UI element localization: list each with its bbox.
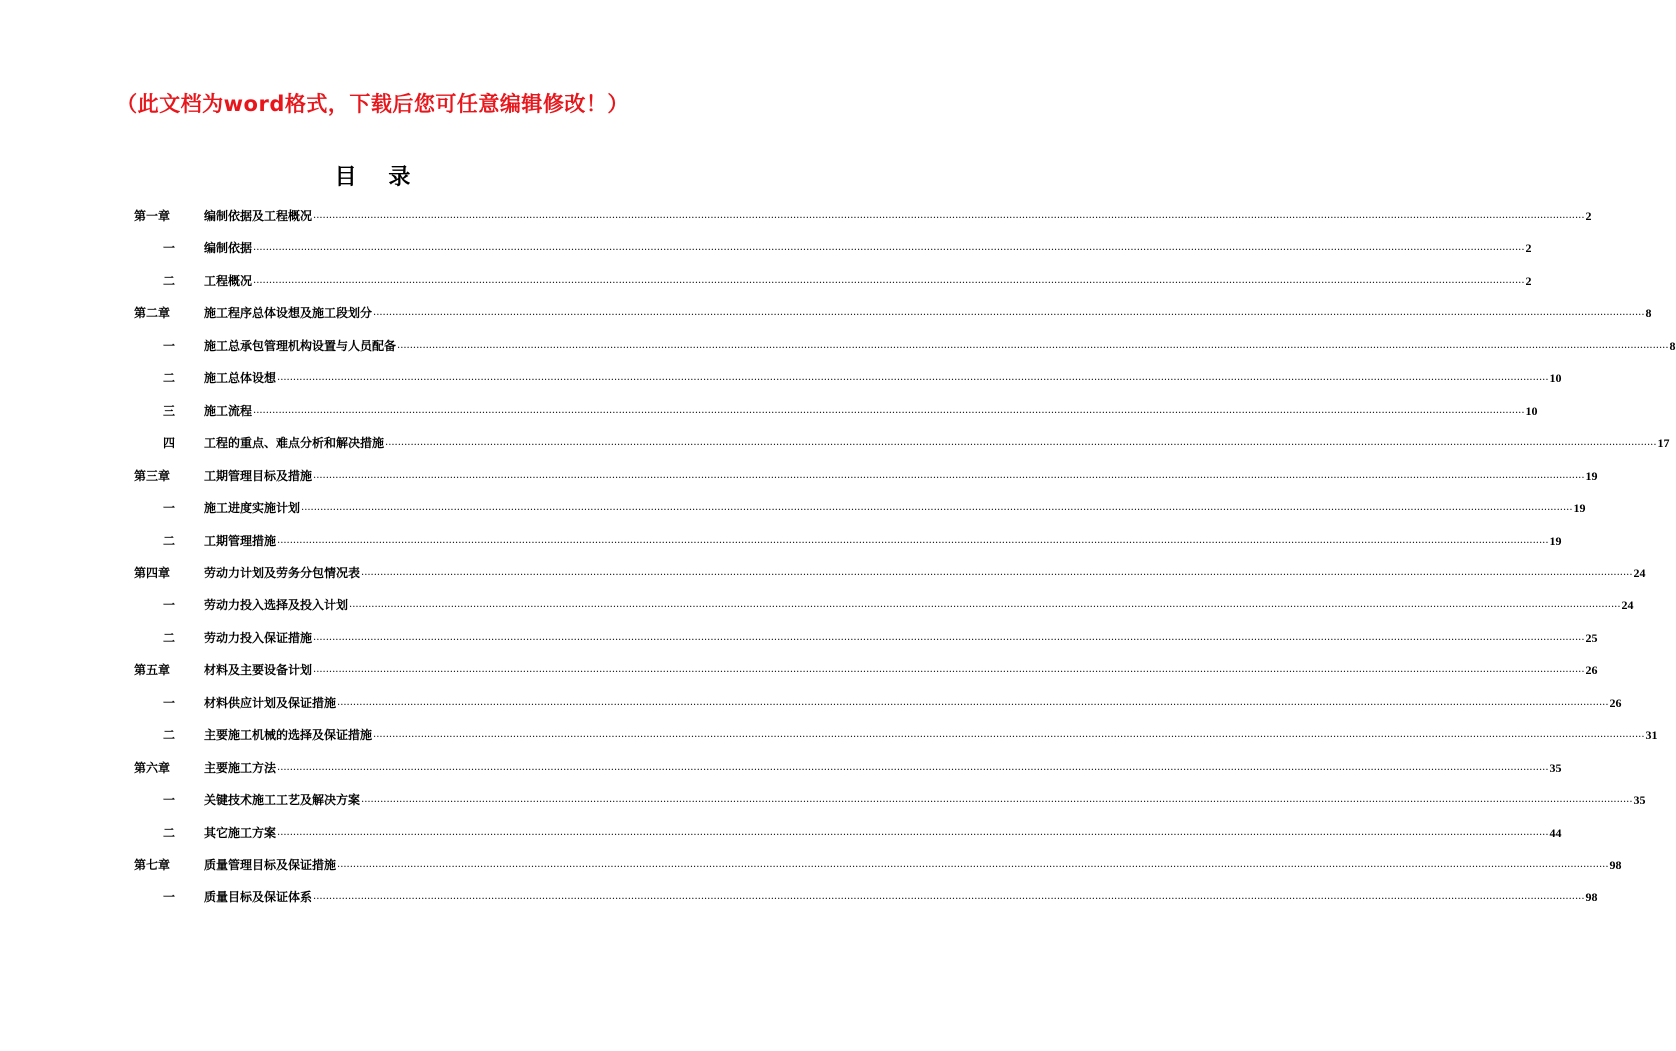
toc-entry-number: 二 — [162, 371, 175, 385]
toc-entry-page: 25 — [1585, 631, 1598, 645]
toc-entry-number: 第四章 — [134, 566, 171, 580]
toc-entry-page: 10 — [1525, 404, 1538, 418]
toc-entry[interactable] — [134, 820, 1562, 840]
toc-entry-page: 19 — [1585, 469, 1598, 483]
toc-entry[interactable] — [134, 203, 1592, 223]
toc-entry-page: 98 — [1585, 890, 1598, 904]
toc-entry-number: 第七章 — [134, 858, 171, 872]
toc-entry-title: 主要施工方法 — [204, 761, 277, 775]
toc-entry-title: 施工流程 — [204, 404, 253, 418]
toc-entry-number: 第五章 — [134, 663, 171, 677]
toc-entry-title: 工程的重点、难点分析和解决措施 — [204, 436, 385, 450]
toc-leader-dots: ................................................................................................................................................................................................................................................................................................................................................................................................................ — [301, 502, 1573, 513]
toc-entry-number: 二 — [162, 826, 175, 840]
toc-entry-page: 31 — [1645, 728, 1658, 742]
toc-leader-dots: ................................................................................................................................................................................................................................................................................................................................................................................................................ — [277, 535, 1549, 546]
toc-entry-page: 17 — [1657, 436, 1670, 450]
toc-leader-dots: ................................................................................................................................................................................................................................................................................................................................................................................................................ — [277, 762, 1549, 773]
toc-entry-title: 其它施工方案 — [204, 826, 277, 840]
toc-entry[interactable] — [134, 592, 1634, 612]
editable-notice: （此文档为word格式，下载后您可任意编辑修改！） — [116, 92, 629, 116]
toc-entry-title: 编制依据 — [204, 241, 253, 255]
toc-entry-page: 35 — [1633, 793, 1646, 807]
toc-entry-page: 98 — [1609, 858, 1622, 872]
toc-leader-dots: ................................................................................................................................................................................................................................................................................................................................................................................................................ — [385, 437, 1657, 448]
toc-entry-page: 26 — [1585, 663, 1598, 677]
toc-entry-page: 8 — [1645, 306, 1652, 320]
toc-entry-number: 第六章 — [134, 761, 171, 775]
toc-entry-title: 工程概况 — [204, 274, 253, 288]
toc-entry[interactable] — [134, 463, 1598, 483]
toc-entry-page: 19 — [1573, 501, 1586, 515]
toc-leader-dots: ................................................................................................................................................................................................................................................................................................................................................................................................................ — [253, 405, 1525, 416]
toc-entry[interactable] — [134, 398, 1538, 418]
toc-entry-page: 24 — [1633, 566, 1646, 580]
toc-entry-title: 质量管理目标及保证措施 — [204, 858, 337, 872]
toc-entry-number: 一 — [162, 339, 175, 353]
toc-leader-dots: ................................................................................................................................................................................................................................................................................................................................................................................................................ — [349, 599, 1621, 610]
toc-entry-title: 劳动力投入保证措施 — [204, 631, 313, 645]
toc-entry-title: 工期管理措施 — [204, 534, 277, 548]
toc-entry-number: 二 — [162, 728, 175, 742]
toc-entry[interactable] — [134, 787, 1646, 807]
toc-leader-dots: ................................................................................................................................................................................................................................................................................................................................................................................................................ — [373, 729, 1645, 740]
toc-entry-number: 一 — [162, 696, 175, 710]
toc-entry-title: 施工总体设想 — [204, 371, 277, 385]
toc-entry-number: 二 — [162, 274, 175, 288]
toc-entry-page: 2 — [1585, 209, 1592, 223]
toc-entry-title: 主要施工机械的选择及保证措施 — [204, 728, 373, 742]
toc-entry-number: 二 — [162, 631, 175, 645]
toc-entry[interactable] — [134, 300, 1652, 320]
toc-entry[interactable] — [134, 430, 1670, 450]
toc-leader-dots: ................................................................................................................................................................................................................................................................................................................................................................................................................ — [313, 632, 1585, 643]
toc-entry-title: 材料及主要设备计划 — [204, 663, 313, 677]
toc-entry-page: 35 — [1549, 761, 1562, 775]
toc-leader-dots: ................................................................................................................................................................................................................................................................................................................................................................................................................ — [313, 210, 1585, 221]
toc-leader-dots: ................................................................................................................................................................................................................................................................................................................................................................................................................ — [277, 372, 1549, 383]
toc-leader-dots: ................................................................................................................................................................................................................................................................................................................................................................................................................ — [397, 340, 1669, 351]
toc-entry[interactable] — [134, 625, 1598, 645]
toc-leader-dots: ................................................................................................................................................................................................................................................................................................................................................................................................................ — [361, 567, 1633, 578]
toc-entry-page: 2 — [1525, 241, 1532, 255]
toc-entry-number: 一 — [162, 890, 175, 904]
toc-entry[interactable] — [134, 333, 1676, 353]
toc-entry[interactable] — [134, 755, 1562, 775]
toc-leader-dots: ................................................................................................................................................................................................................................................................................................................................................................................................................ — [253, 275, 1525, 286]
toc-entry-page: 10 — [1549, 371, 1562, 385]
toc-entry-number: 一 — [162, 501, 175, 515]
toc-entry[interactable] — [134, 852, 1622, 872]
toc-entry-title: 劳动力投入选择及投入计划 — [204, 598, 349, 612]
toc-heading: 目 录 — [334, 165, 423, 190]
toc-entry[interactable] — [134, 365, 1562, 385]
toc-entry-number: 二 — [162, 534, 175, 548]
toc-leader-dots: ................................................................................................................................................................................................................................................................................................................................................................................................................ — [373, 307, 1645, 318]
toc-entry-title: 劳动力计划及劳务分包情况表 — [204, 566, 361, 580]
toc-leader-dots: ................................................................................................................................................................................................................................................................................................................................................................................................................ — [253, 242, 1525, 253]
toc-entry-number: 三 — [162, 404, 175, 418]
toc-entry-title: 施工程序总体设想及施工段划分 — [204, 306, 373, 320]
toc-entry-number: 第三章 — [134, 469, 171, 483]
toc-entry-title: 关键技术施工工艺及解决方案 — [204, 793, 361, 807]
toc-leader-dots: ................................................................................................................................................................................................................................................................................................................................................................................................................ — [337, 697, 1609, 708]
toc-entry-page: 44 — [1549, 826, 1562, 840]
toc-entry-page: 8 — [1669, 339, 1676, 353]
toc-entry-number: 第二章 — [134, 306, 171, 320]
toc-entry-title: 施工总承包管理机构设置与人员配备 — [204, 339, 397, 353]
toc-entry-title: 工期管理目标及措施 — [204, 469, 313, 483]
toc-entry-page: 24 — [1621, 598, 1634, 612]
toc-entry-page: 2 — [1525, 274, 1532, 288]
toc-entry-title: 质量目标及保证体系 — [204, 890, 313, 904]
toc-entry[interactable] — [134, 235, 1532, 255]
toc-entry-number: 一 — [162, 598, 175, 612]
toc-leader-dots: ................................................................................................................................................................................................................................................................................................................................................................................................................ — [313, 664, 1585, 675]
toc-leader-dots: ................................................................................................................................................................................................................................................................................................................................................................................................................ — [277, 827, 1549, 838]
toc-entry[interactable] — [134, 722, 1658, 742]
toc-entry[interactable] — [134, 657, 1598, 677]
toc-leader-dots: ................................................................................................................................................................................................................................................................................................................................................................................................................ — [337, 859, 1609, 870]
toc-entry[interactable] — [134, 690, 1622, 710]
toc-leader-dots: ................................................................................................................................................................................................................................................................................................................................................................................................................ — [313, 891, 1585, 902]
toc-entry-page: 19 — [1549, 534, 1562, 548]
toc-entry-title: 施工进度实施计划 — [204, 501, 301, 515]
toc-entry-title: 编制依据及工程概况 — [204, 209, 313, 223]
toc-entry-number: 一 — [162, 793, 175, 807]
toc-entry-number: 一 — [162, 241, 175, 255]
toc-leader-dots: ................................................................................................................................................................................................................................................................................................................................................................................................................ — [361, 794, 1633, 805]
toc-entry-title: 材料供应计划及保证措施 — [204, 696, 337, 710]
toc-entry-page: 26 — [1609, 696, 1622, 710]
toc-entry[interactable] — [134, 528, 1562, 548]
toc-entry-number: 第一章 — [134, 209, 171, 223]
toc-leader-dots: ................................................................................................................................................................................................................................................................................................................................................................................................................ — [313, 470, 1585, 481]
toc-entry[interactable] — [134, 560, 1646, 580]
toc-entry[interactable] — [134, 268, 1532, 288]
toc-entry[interactable] — [134, 495, 1586, 515]
toc-entry[interactable] — [134, 884, 1598, 904]
toc-entry-number: 四 — [162, 436, 175, 450]
